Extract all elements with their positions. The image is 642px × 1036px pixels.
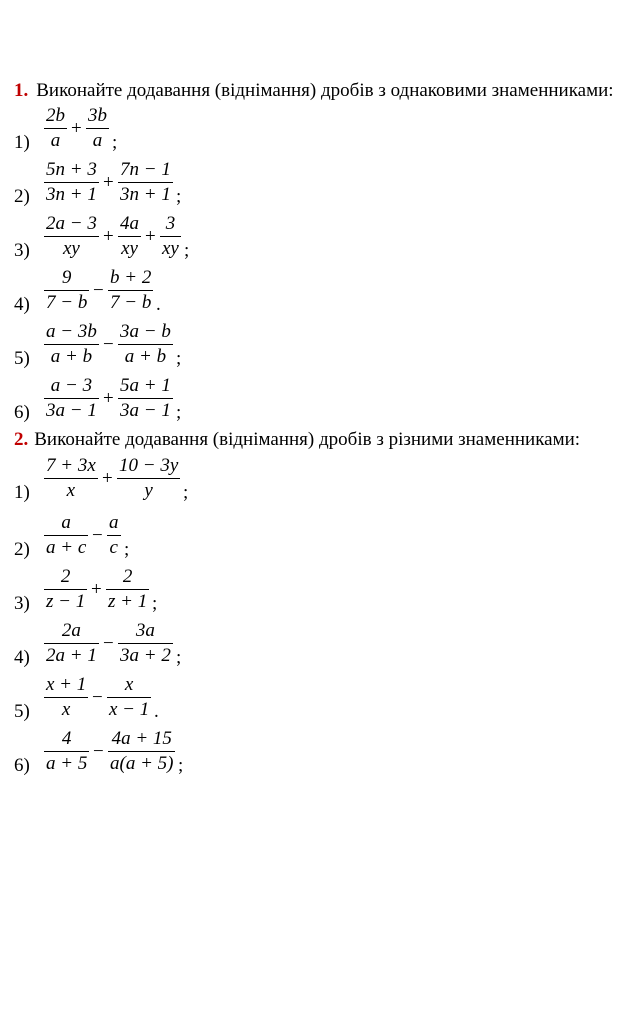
- fraction-denominator: z + 1: [108, 591, 148, 612]
- fraction: [107, 511, 121, 560]
- exercise-label: 2): [14, 539, 30, 560]
- fraction-numerator: 2b: [46, 105, 65, 126]
- fraction-numerator: 4: [61, 728, 72, 749]
- fraction: [44, 320, 99, 369]
- fraction-denominator: 3a − 1: [46, 400, 97, 421]
- fraction: [118, 212, 141, 261]
- fraction: [44, 619, 99, 668]
- operator: +: [103, 226, 114, 247]
- fraction-numerator: 2a: [61, 620, 81, 641]
- exercise-punctuation: .: [154, 701, 159, 722]
- fraction-denominator: a(a + 5): [110, 753, 174, 774]
- fraction: [108, 266, 153, 315]
- operator: +: [71, 118, 82, 139]
- fraction-denominator: a: [50, 130, 61, 151]
- operator: −: [92, 525, 103, 546]
- fraction-numerator: 4a + 15: [111, 728, 172, 749]
- fraction-numerator: a: [109, 512, 119, 533]
- fraction-numerator: 7n − 1: [120, 159, 171, 180]
- fraction: [107, 673, 151, 722]
- task-2-number: 2.: [14, 429, 29, 450]
- fraction-numerator: 2a − 3: [46, 213, 97, 234]
- fraction: [108, 727, 175, 776]
- fraction-denominator: y: [144, 480, 153, 501]
- exercise-label: 5): [14, 348, 30, 369]
- fraction: [86, 104, 109, 153]
- task-2-title: Виконайте додавання (віднімання) дробів з різними знаменниками:: [34, 429, 581, 450]
- operator: +: [91, 579, 102, 600]
- task-1-title: Виконайте додавання (віднімання) дробів з однаковими знаменниками:: [36, 80, 614, 101]
- operator: −: [92, 687, 103, 708]
- exercise-punctuation: ;: [152, 593, 158, 614]
- fraction-numerator: 3b: [88, 105, 107, 126]
- fraction-denominator: 3a − 1: [120, 400, 171, 421]
- exercise-punctuation: ;: [124, 539, 130, 560]
- fraction: [44, 104, 67, 153]
- fraction-denominator: a: [92, 130, 103, 151]
- fraction: [44, 454, 98, 503]
- task-2-heading: [14, 429, 580, 451]
- fraction: [118, 619, 173, 668]
- exercise-label: 5): [14, 701, 30, 722]
- exercise-label: 3): [14, 593, 30, 614]
- fraction-denominator: a + b: [124, 346, 167, 367]
- operator: +: [102, 468, 113, 489]
- exercise-label: 4): [14, 294, 30, 315]
- fraction-numerator: 5a + 1: [120, 375, 171, 396]
- fraction-numerator: a − 3: [50, 375, 93, 396]
- fraction-numerator: 9: [61, 267, 72, 288]
- fraction-numerator: 5n + 3: [46, 159, 97, 180]
- operator: +: [145, 226, 156, 247]
- exercise-punctuation: ;: [178, 755, 184, 776]
- task-1-number: 1.: [14, 80, 29, 101]
- fraction-numerator: 3a − b: [120, 321, 171, 342]
- fraction-numerator: b + 2: [110, 267, 152, 288]
- fraction-numerator: 3: [165, 213, 176, 234]
- exercise-label: 1): [14, 482, 30, 503]
- exercise-label: 3): [14, 240, 30, 261]
- fraction-denominator: a + 5: [46, 753, 88, 774]
- fraction-denominator: x − 1: [109, 699, 150, 720]
- exercise-punctuation: ;: [176, 402, 182, 423]
- fraction-denominator: z − 1: [46, 591, 86, 612]
- fraction: [118, 158, 173, 207]
- operator: −: [103, 334, 114, 355]
- exercise-label: 2): [14, 186, 30, 207]
- operator: −: [103, 633, 114, 654]
- fraction-denominator: xy: [62, 238, 80, 259]
- fraction-denominator: 7 − b: [110, 292, 152, 313]
- fraction: [44, 673, 88, 722]
- exercise-punctuation: .: [156, 294, 161, 315]
- exercise-punctuation: ;: [176, 647, 182, 668]
- fraction: [106, 565, 149, 614]
- fraction-numerator: 2: [60, 566, 71, 587]
- exercise-label: 4): [14, 647, 30, 668]
- exercise-punctuation: ;: [176, 186, 182, 207]
- operator: +: [103, 172, 114, 193]
- fraction: [44, 212, 99, 261]
- fraction: [44, 511, 88, 560]
- fraction-denominator: 3n + 1: [120, 184, 171, 205]
- operator: +: [103, 388, 114, 409]
- fraction-denominator: a + b: [50, 346, 93, 367]
- fraction-numerator: 4a: [120, 213, 139, 234]
- operator: −: [93, 280, 104, 301]
- fraction-denominator: 2a + 1: [46, 645, 97, 666]
- fraction-numerator: a: [61, 512, 71, 533]
- fraction: [44, 158, 99, 207]
- fraction: [118, 374, 173, 423]
- operator: −: [93, 741, 104, 762]
- fraction-denominator: 3n + 1: [46, 184, 97, 205]
- exercise-punctuation: ;: [112, 132, 118, 153]
- fraction: [44, 565, 87, 614]
- fraction: [44, 374, 99, 423]
- fraction-numerator: 10 − 3y: [119, 455, 179, 476]
- fraction-denominator: x: [66, 480, 76, 501]
- fraction: [44, 266, 89, 315]
- fraction-denominator: xy: [121, 238, 138, 259]
- fraction-numerator: x: [124, 674, 134, 695]
- fraction-numerator: x + 1: [46, 674, 87, 695]
- fraction: [118, 320, 173, 369]
- exercise-label: 6): [14, 402, 30, 423]
- fraction-numerator: 3a: [135, 620, 155, 641]
- exercise-label: 6): [14, 755, 30, 776]
- fraction-denominator: 7 − b: [46, 292, 88, 313]
- fraction: [160, 212, 181, 261]
- exercise-label: 1): [14, 132, 30, 153]
- fraction-numerator: 2: [122, 566, 133, 587]
- fraction-denominator: 3a + 2: [120, 645, 171, 666]
- exercise-punctuation: ;: [176, 348, 182, 369]
- fraction-denominator: c: [109, 537, 118, 558]
- fraction-numerator: 7 + 3x: [46, 455, 96, 476]
- fraction-denominator: a + c: [46, 537, 87, 558]
- fraction: [44, 727, 89, 776]
- task-1-heading: [14, 80, 614, 102]
- fraction-numerator: a − 3b: [46, 321, 97, 342]
- fraction-denominator: xy: [162, 238, 179, 259]
- exercise-punctuation: ;: [183, 482, 189, 503]
- exercise-punctuation: ;: [184, 240, 190, 261]
- fraction-denominator: x: [61, 699, 71, 720]
- fraction: [117, 454, 180, 503]
